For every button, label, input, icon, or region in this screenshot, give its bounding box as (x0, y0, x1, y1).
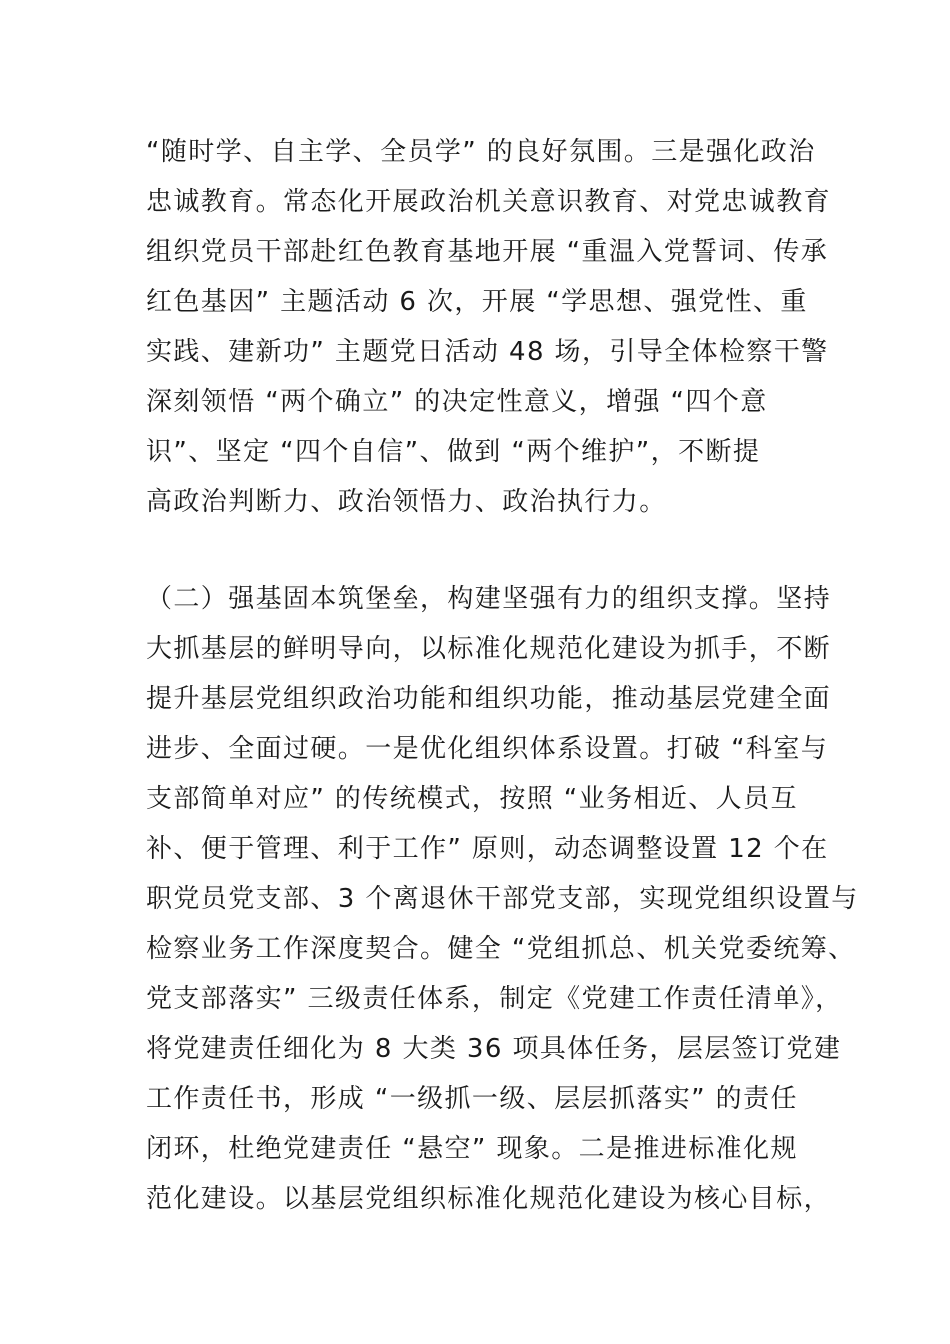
text-line: 红色基因” 主题活动 6 次，开展 “学思想、强党性、重 (146, 287, 808, 317)
text-line: 组织党员干部赴红色教育基地开展 “重温入党誓词、传承 (146, 237, 829, 267)
text-line: 闭环，杜绝党建责任 “悬空” 现象。二是推进标准化规 (146, 1134, 798, 1164)
text-line: 职党员党支部、3 个离退休干部党支部，实现党组织设置与 (146, 884, 859, 914)
text-line: 实践、建新功” 主题党日活动 48 场，引导全体检察干警 (146, 337, 829, 367)
text-line: 进步、全面过硬。一是优化组织体系设置。打破 “科室与 (146, 734, 829, 764)
text-line: 提升基层党组织政治功能和组织功能，推动基层党建全面 (146, 684, 832, 714)
paragraph-organization-support (146, 574, 859, 1224)
paragraph-political-education (146, 127, 831, 527)
text-line: 检察业务工作深度契合。健全 “党组抓总、机关党委统筹、 (146, 934, 856, 964)
text-line: （二）强基固本筑堡垒，构建坚强有力的组织支撑。坚持 (146, 584, 832, 614)
text-line: 深刻领悟 “两个确立” 的决定性意义，增强 “四个意 (146, 387, 768, 417)
text-line: 支部简单对应” 的传统模式，按照 “业务相近、人员互 (146, 784, 798, 814)
text-line: 党支部落实” 三级责任体系，制定《党建工作责任清单》， (146, 984, 843, 1014)
text-line: 识”、坚定 “四个自信”、做到 “两个维护”，不断提 (146, 437, 761, 467)
text-line: 忠诚教育。常态化开展政治机关意识教育、对党忠诚教育 (146, 187, 832, 217)
text-line: “随时学、自主学、全员学” 的良好氛围。三是强化政治 (146, 137, 816, 167)
text-line: 将党建责任细化为 8 大类 36 项具体任务，层层签订党建 (146, 1034, 842, 1064)
text-line: 工作责任书，形成 “一级抓一级、层层抓落实” 的责任 (146, 1084, 798, 1114)
text-line: 大抓基层的鲜明导向，以标准化规范化建设为抓手，不断 (146, 634, 832, 664)
text-line: 范化建设。以基层党组织标准化规范化建设为核心目标， (146, 1184, 832, 1214)
text-line: 补、便于管理、利于工作” 原则，动态调整设置 12 个在 (146, 834, 829, 864)
text-line: 高政治判断力、政治领悟力、政治执行力。 (146, 487, 667, 517)
